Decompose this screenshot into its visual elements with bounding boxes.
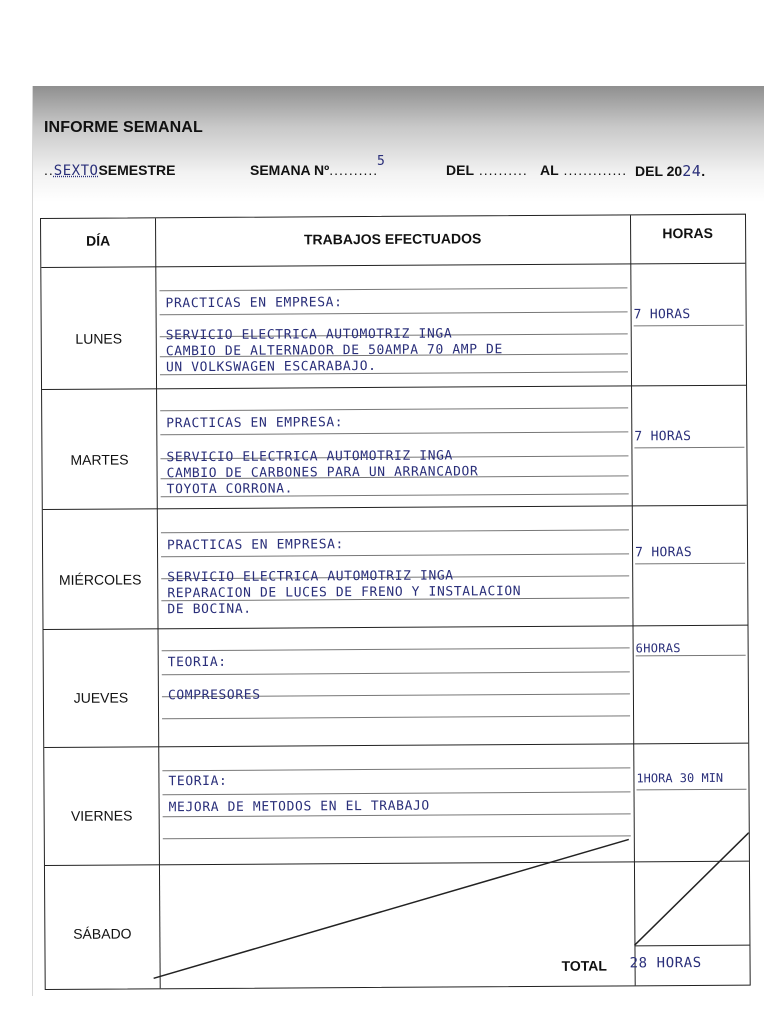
date-to-label: AL [540,162,559,178]
column-header-hours: HORAS [662,224,713,242]
day-thursday: JUEVES [73,689,129,706]
entry-line: COMPRESORES [167,687,261,704]
year-label: DEL 20 [635,163,683,179]
entry-line: DE BOCINA. [167,601,252,618]
hours-tuesday: 7 HORAS [634,429,692,445]
entry-line: MEJORA DE METODOS EN EL TRABAJO [168,798,430,816]
entry-line: SERVICIO ELECTRICA AUTOMOTRIZ INGA [166,448,454,466]
total-hours-value: 28 HORAS [629,954,702,972]
year-value: 24 [682,162,702,180]
weekly-report-table [40,214,751,990]
entry-line: PRACTICAS EN EMPRESA: [165,295,343,312]
hours-monday: 7 HORAS [633,307,691,323]
entry-line: TEORIA: [167,654,227,671]
hours-thursday: 6HORAS [635,641,681,656]
saturday-diagonal-hours [634,833,750,946]
saturday-strike [41,215,750,989]
hours-wednesday: 7 HORAS [635,545,692,561]
week-label: SEMANA Nº [250,162,330,178]
entry-line: SERVICIO ELECTRICA AUTOMOTRIZ INGA [165,326,453,344]
total-label: TOTAL [561,957,608,974]
semester-field: ..SEXTOSEMESTRE [44,162,176,179]
week-value: 5 [377,154,386,169]
day-saturday: SÁBADO [73,925,132,942]
entry-line: PRACTICAS EN EMPRESA: [166,415,344,432]
week-field: SEMANA Nº.......... [250,162,379,178]
entry-line: UN VOLKSWAGEN ESCARABAJO. [165,358,377,376]
column-header-day: DÍA [86,232,111,249]
day-friday: VIERNES [70,807,133,824]
day-wednesday: MIÉRCOLES [58,571,142,588]
hours-friday: 1HORA 30 MIN [636,770,724,786]
entry-line: SERVICIO ELECTRICA AUTOMOTRIZ INGA [167,568,454,586]
date-to-field: AL ............. [540,162,628,178]
report-title: INFORME SEMANAL [44,119,203,136]
year-field: DEL 2024. [635,162,706,180]
saturday-diagonal-work [153,839,630,978]
semester-value: SEXTO [53,163,99,179]
column-header-work: TRABAJOS EFECTUADOS [303,230,482,248]
day-tuesday: MARTES [70,451,129,468]
date-from-label: DEL [446,162,474,178]
entry-line: CAMBIO DE ALTERNADOR DE 50AMPA 70 AMP DE [165,342,503,360]
entry-line: REPARACION DE LUCES DE FRENO Y INSTALACION [167,584,522,602]
date-from-field: DEL .......... [446,162,528,178]
entry-line: TEORIA: [168,773,228,790]
semester-label: SEMESTRE [98,162,176,178]
entry-line: TOYOTA CORRONA. [166,481,294,498]
entry-line: CAMBIO DE CARBONES PARA UN ARRANCADOR [166,464,479,482]
entry-line: PRACTICAS EN EMPRESA: [166,537,345,554]
report-info-row [44,154,754,184]
day-monday: LUNES [75,330,123,347]
